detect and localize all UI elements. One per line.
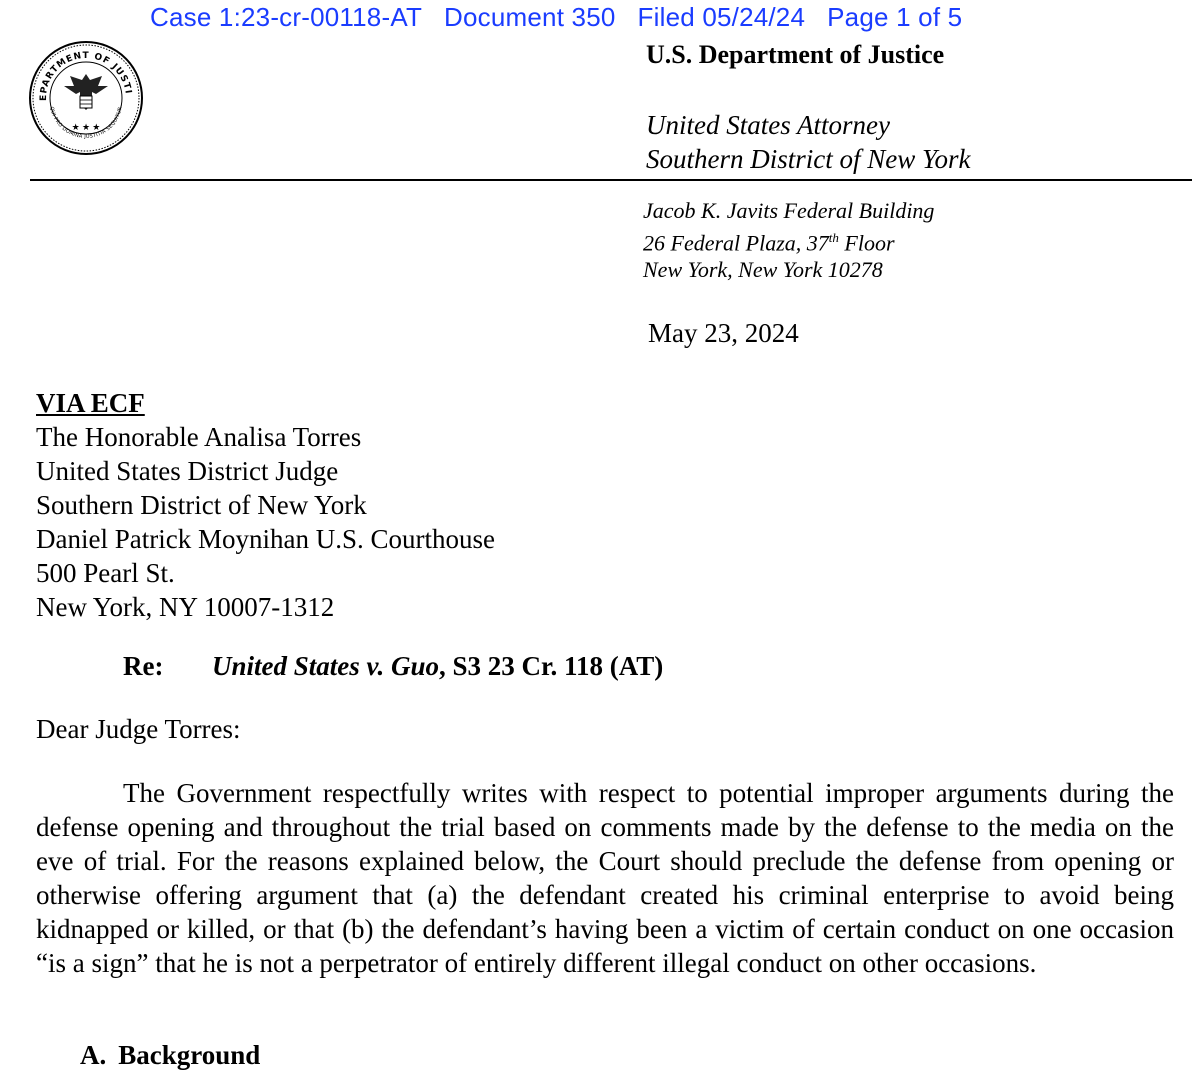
svg-text:★ ★ ★: ★ ★ ★ — [71, 122, 101, 132]
recipient-block — [36, 386, 495, 624]
recipient-line: Southern District of New York — [36, 490, 367, 520]
case-docket: , S3 23 Cr. 118 (AT) — [439, 651, 664, 681]
letter-date: May 23, 2024 — [648, 318, 799, 348]
svg-text:DEPARTMENT OF JUSTICE: EPARTMENT OF JUSTI — [38, 50, 133, 102]
office-line-1: United States Attorney — [646, 110, 890, 140]
address-line-2 — [643, 224, 934, 256]
recipient-line: New York, NY 10007-1312 — [36, 592, 335, 622]
section-title: Background — [118, 1040, 261, 1070]
office-block — [646, 108, 971, 176]
body-paragraph: The Government respectfully writes with respect to potential improper arguments during the defense opening and throughout the trial based on comments made by the defense to the media on the eve of trial. For the reasons explained below, the Court should preclude the defense from opening or otherwise offering argument that (a) the defendant created his criminal enterprise to avoid being kidnapped or killed, or that (b) the defendant’s having been a victim of certain conduct on one occasion “is a sign” that he is not a perpetrator of entirely different illegal conduct on other occasions. — [36, 778, 1174, 978]
department-name: U.S. Department of Justice — [646, 40, 945, 69]
address-line-3: New York, New York 10278 — [643, 257, 883, 283]
delivery-method: VIA ECF — [36, 388, 145, 418]
ecf-filing-header — [150, 2, 984, 33]
doj-seal-icon — [28, 40, 144, 156]
section-letter: A. — [80, 1040, 107, 1070]
address-line-1: Jacob K. Javits Federal Building — [643, 198, 935, 223]
office-line-2: Southern District of New York — [646, 144, 971, 174]
office-address — [643, 197, 934, 283]
section-heading — [80, 1040, 272, 1071]
re-label: Re: — [123, 651, 164, 681]
filed-date: Filed 05/24/24 — [637, 2, 806, 32]
recipient-line: Daniel Patrick Moynihan U.S. Courthouse — [36, 524, 495, 554]
address-line-2-main: 26 Federal Plaza, 37 — [643, 230, 829, 256]
recipient-line: United States District Judge — [36, 456, 339, 486]
document-number: Document 350 — [444, 2, 616, 32]
salutation: Dear Judge Torres: — [36, 714, 241, 744]
recipient-line: The Honorable Analisa Torres — [36, 422, 362, 452]
case-number: Case 1:23-cr-00118-AT — [150, 2, 423, 32]
svg-text:QUI PRO DOMINA JUSTITIA SEQUIT: QUI PRO DOMINA JUSTITIA SEQUITUR — [48, 106, 124, 141]
address-line-2-end: Floor — [838, 230, 895, 256]
recipient-line: 500 Pearl St. — [36, 558, 175, 588]
re-subject — [212, 651, 663, 682]
letterhead-divider — [30, 179, 1192, 181]
page-indicator: Page 1 of 5 — [827, 2, 963, 32]
address-line-2-ordinal: th — [828, 230, 839, 245]
case-caption: United States v. Guo — [212, 651, 440, 681]
doj-seal — [28, 40, 144, 156]
